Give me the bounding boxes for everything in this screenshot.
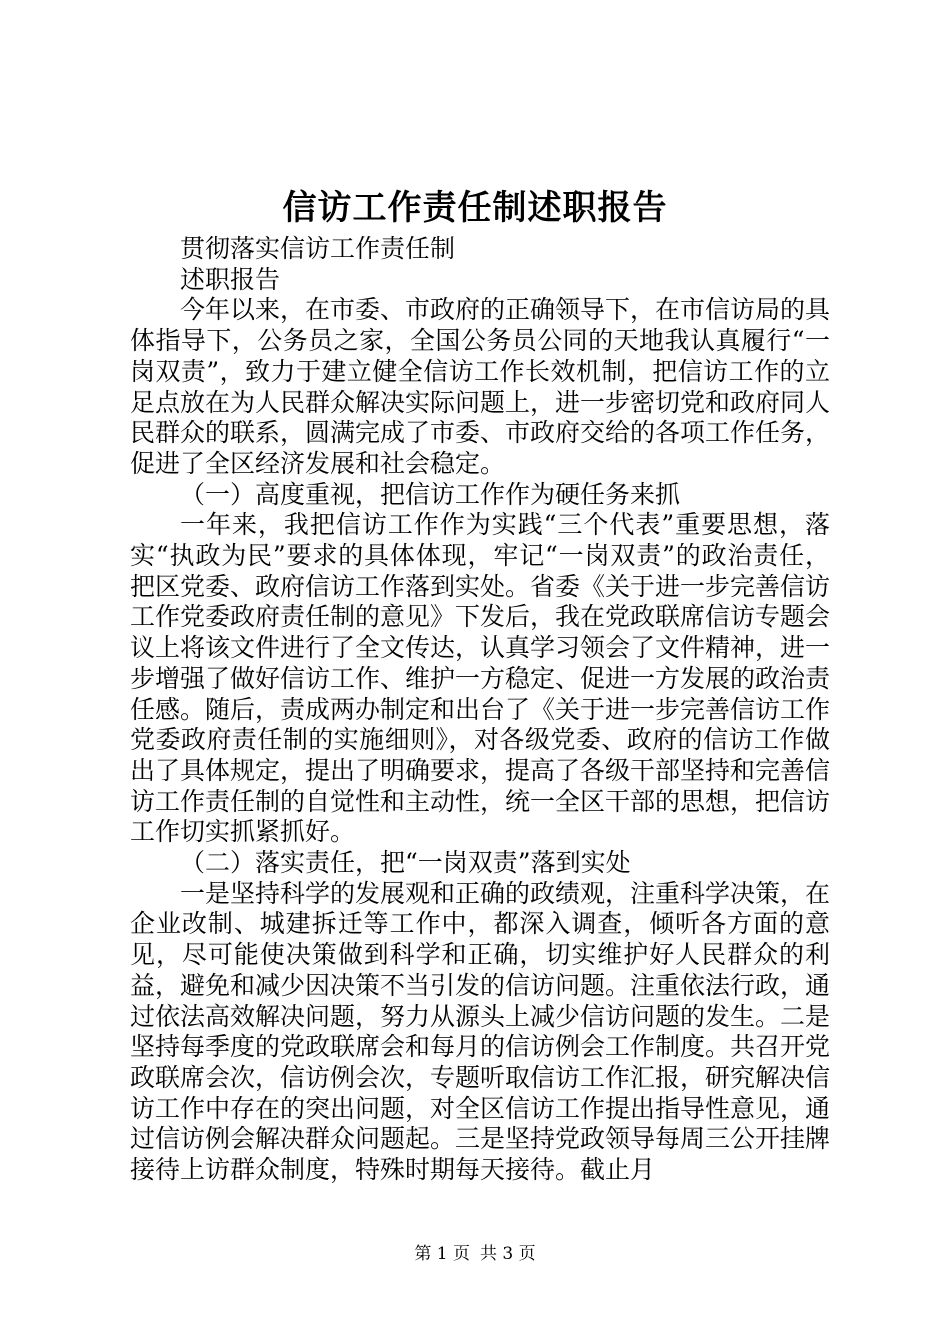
document-title: 信访工作责任制述职报告 (282, 188, 668, 228)
section-heading: （一）高度重视，把信访工作作为硬任务来抓 (180, 479, 681, 509)
page-total: 共 3 页 (480, 1244, 536, 1264)
body-paragraph: 今年以来，在市委、市政府的正确领导下，在市信访局的具体指导下，公务员之家，全国公务员公同的天地我认真履行“一岗双责”，致力于建立健全信访工作长效机制，把信访工作的立足点放在为人民群众解决实际问题上，进一步密切党和政府同人民群众的联系，圆满完成了市委、市政府交给的各项工作任务，促进了全区经济发展和社会稳定。 (130, 295, 831, 478)
body-paragraph: 一是坚持科学的发展观和正确的政绩观，注重科学决策，在企业改制、城建拆迁等工作中，都深入调查，倾听各方面的意见，尽可能使决策做到科学和正确，切实维护好人民群众的利益，避免和减少因决策不当引发的信访问题。注重依法行政，通过依法高效解决问题，努力从源头上减少信访问题的发生。二是坚持每季度的党政联席会和每月的信访例会工作制度。共召开党政联席会次，信访例会次，专题听取信访工作汇报，研究解决信访工作中存在的突出问题，对全区信访工作提出指导性意见，通过信访例会解决群众问题起。三是坚持党政领导每周三公开挂牌接待上访群众制度，特殊时期每天接待。截止月 (130, 878, 831, 1185)
page-footer (0, 1242, 950, 1266)
body-paragraph: 一年来，我把信访工作作为实践“三个代表”重要思想，落实“执政为民”要求的具体体现，牢记“一岗双责”的政治责任，把区党委、政府信访工作落到实处。省委《关于进一步完善信访工作党委政府责任制的意见》下发后，我在党政联席信访专题会议上将该文件进行了全文传达，认真学习领会了文件精神，进一步增强了做好信访工作、维护一方稳定、促进一方发展的政治责任感。随后，责成两办制定和出台了《关于进一步完善信访工作党委政府责任制的实施细则》，对各级党委、政府的信访工作做出了具体规定，提出了明确要求，提高了各级干部坚持和完善信访工作责任制的自觉性和主动性，统一全区干部的思想，把信访工作切实抓紧抓好。 (130, 510, 831, 847)
subtitle-line: 贯彻落实信访工作责任制 (180, 234, 456, 263)
section-heading: （二）落实责任，把“一岗双责”落到实处 (180, 848, 631, 878)
page-number: 第 1 页 (414, 1244, 470, 1264)
document-body (130, 234, 830, 1186)
subtitle-line: 述职报告 (180, 264, 281, 294)
